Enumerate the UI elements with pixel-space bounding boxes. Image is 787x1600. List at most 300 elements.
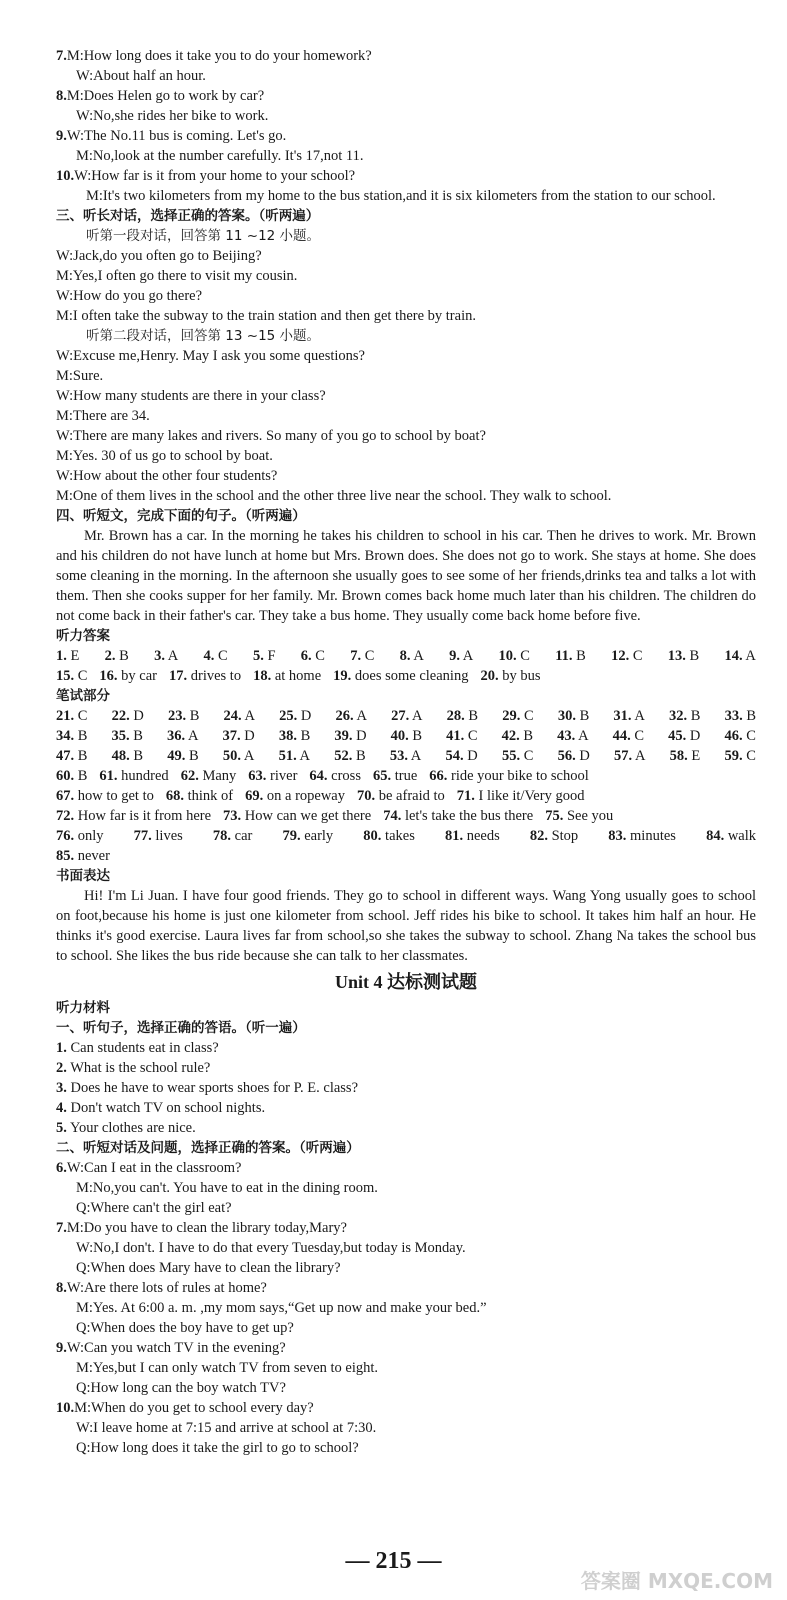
answer-value: lives — [151, 828, 183, 844]
answer-number: 75. — [545, 808, 564, 824]
answer-number: 39. — [334, 728, 353, 744]
answer-item — [169, 668, 241, 684]
answer-item — [373, 768, 417, 784]
answer-item — [724, 646, 755, 666]
answer-value: C — [516, 648, 530, 664]
answer-number: 70. — [357, 788, 376, 804]
item-number: 1. — [56, 1040, 67, 1056]
answer-value: A — [241, 708, 255, 724]
answer-row — [56, 766, 756, 786]
answer-number: 11. — [555, 648, 573, 664]
answer-number: 60. — [56, 768, 75, 784]
answer-value: D — [463, 748, 478, 764]
answer-row — [56, 786, 756, 806]
sentence-text: What is the school rule? — [66, 1060, 211, 1076]
answer-number: 67. — [56, 788, 75, 804]
answer-row — [56, 846, 756, 866]
answer-item — [105, 646, 129, 666]
line-text: M:No,you can't. You have to eat in the dining room. — [76, 1180, 378, 1196]
answer-value: A — [410, 648, 424, 664]
answer-value: by car — [117, 668, 157, 684]
section-heading-4: 四、听短文，完成下面的句子。（听两遍） — [56, 508, 306, 524]
dialogue-line — [56, 86, 756, 106]
answer-item — [706, 826, 756, 846]
dialogue-line — [56, 46, 756, 66]
line-text: W:No,I don't. I have to do that every Tuesday,but today is Monday. — [76, 1240, 466, 1256]
answer-value: C — [74, 668, 88, 684]
answer-value: A — [459, 648, 474, 664]
dialogue-line: W:There are many lakes and rivers. So many of you go to school by boat? — [56, 428, 486, 444]
answer-item — [350, 646, 374, 666]
answer-item — [357, 788, 445, 804]
answer-value: cross — [327, 768, 361, 784]
answer-item — [449, 646, 473, 666]
answer-number: 19. — [333, 668, 352, 684]
written-answers — [56, 706, 756, 866]
answer-item — [725, 706, 756, 726]
dialogue-line: M:There are 34. — [56, 408, 150, 424]
answer-item — [445, 746, 477, 766]
answer-number: 28. — [446, 708, 465, 724]
answer-number: 8. — [399, 648, 411, 664]
dialogue-line — [56, 1418, 756, 1438]
unit4-section-1-heading: 一、听句子，选择正确的答语。（听一遍） — [56, 1020, 306, 1036]
answer-value: C — [630, 728, 645, 744]
answer-item — [223, 746, 254, 766]
item-number: 9. — [56, 1340, 67, 1356]
answer-value: A — [407, 748, 422, 764]
answer-number: 41. — [446, 728, 465, 744]
answer-number: 58. — [669, 748, 688, 764]
answer-item — [502, 706, 533, 726]
answer-value: D — [240, 728, 255, 744]
answer-item — [457, 788, 585, 804]
subheading-dialogue-2: 听第二段对话，回答第 13 ~15 小题。 — [86, 328, 321, 344]
answer-item — [168, 706, 199, 726]
answer-number: 77. — [133, 828, 152, 844]
answer-item — [248, 768, 297, 784]
answer-number: 37. — [222, 728, 241, 744]
answer-row — [56, 826, 756, 846]
answer-number: 80. — [363, 828, 382, 844]
answer-number: 85. — [56, 848, 75, 864]
answer-value: A — [575, 728, 589, 744]
answer-value: car — [231, 828, 253, 844]
unit4-dialogues — [56, 1158, 756, 1458]
answer-number: 36. — [167, 728, 186, 744]
line-text: Q:How long can the boy watch TV? — [76, 1380, 286, 1396]
answer-value: B — [115, 648, 129, 664]
line-text: M:No,look at the number carefully. It's 17,not 11. — [76, 148, 364, 164]
answer-number: 25. — [279, 708, 298, 724]
answer-item — [167, 726, 198, 746]
line-text: W:No,she rides her bike to work. — [76, 108, 269, 124]
sentence-text: Can students eat in class? — [66, 1040, 219, 1056]
item-number: 2. — [56, 1060, 67, 1076]
answer-value: walk — [724, 828, 756, 844]
answer-value: B — [742, 708, 756, 724]
answer-item — [555, 646, 586, 666]
writing-sample: Hi! I'm Li Juan. I have four good friends. They go to school in different ways. Wang Yong usually goes to school on foot,because his home is just one kilometer from school. Jeff rides his bike to school. It takes him half an hour. He thinks it's good exercise. Laura lives far from school,so she takes the subway to school. Zhang Na takes the school bus to school. She likes the bus ride because she can talk to her classmates. — [56, 888, 756, 964]
answer-value: does some cleaning — [351, 668, 469, 684]
answer-item — [383, 808, 533, 824]
answer-item — [558, 706, 589, 726]
answer-value: think of — [184, 788, 234, 804]
answer-number: 30. — [557, 708, 576, 724]
line-text: W:How far is it from your home to your school? — [74, 168, 356, 184]
answer-value: See you — [563, 808, 614, 824]
dialogue-line — [56, 1318, 756, 1338]
answer-number: 53. — [389, 748, 408, 764]
answer-value: minutes — [626, 828, 676, 844]
line-text: Q:Where can't the girl eat? — [76, 1200, 232, 1216]
answer-number: 4. — [203, 648, 215, 664]
answer-item — [499, 646, 530, 666]
answer-item — [213, 826, 252, 846]
answer-item — [668, 726, 700, 746]
answer-number: 23. — [167, 708, 187, 724]
answer-number: 20. — [480, 668, 499, 684]
answer-number: 68. — [165, 788, 184, 804]
dialogue-line — [56, 1438, 756, 1458]
answer-item — [445, 826, 500, 846]
line-text: W:I leave home at 7:15 and arrive at school at 7:30. — [76, 1420, 377, 1436]
answer-item — [204, 646, 228, 666]
answer-item — [181, 768, 237, 784]
dialogue-line — [56, 1198, 756, 1218]
dialogue-line — [56, 1178, 756, 1198]
answer-value: B — [575, 708, 590, 724]
dialogue-line — [56, 1338, 756, 1358]
answer-value: B — [685, 648, 700, 664]
answer-number: 27. — [391, 708, 410, 724]
dialogue-block-a — [56, 46, 756, 186]
line-text: M:Do you have to clean the library today,Mary? — [66, 1220, 347, 1236]
answer-value: be afraid to — [375, 788, 445, 804]
answer-value: river — [266, 768, 298, 784]
answer-number: 6. — [300, 648, 312, 664]
answer-item — [613, 706, 644, 726]
answer-item — [56, 826, 104, 846]
answer-number: 46. — [724, 728, 743, 744]
answer-row — [56, 746, 756, 766]
item-number: 10. — [56, 168, 75, 184]
answer-number: 14. — [724, 648, 743, 664]
answer-value: A — [185, 728, 199, 744]
item-number: 7. — [56, 1220, 67, 1236]
answer-value: C — [520, 708, 534, 724]
answer-value: how to get to — [74, 788, 154, 804]
line-text: W:About half an hour. — [76, 68, 206, 84]
answer-value: B — [464, 708, 479, 724]
answer-number: 15. — [56, 668, 75, 684]
answer-item — [502, 746, 533, 766]
answer-number: 65. — [372, 768, 392, 784]
answer-number: 49. — [167, 748, 186, 764]
item-number: 7. — [56, 48, 67, 64]
answer-value: E — [687, 748, 701, 764]
answer-value: ride your bike to school — [447, 768, 589, 784]
answer-item — [154, 646, 178, 666]
answer-number: 9. — [449, 648, 460, 664]
answer-number: 84. — [706, 828, 725, 844]
sentence-item — [56, 1078, 756, 1098]
answer-value: drives to — [187, 668, 242, 684]
answer-item — [56, 848, 110, 864]
answer-number: 10. — [498, 648, 517, 664]
answer-number: 31. — [613, 708, 632, 724]
dialogue-1 — [56, 246, 756, 326]
answer-item — [279, 726, 310, 746]
line-text: M:How long does it take you to do your homework? — [66, 48, 372, 64]
answer-number: 13. — [667, 648, 686, 664]
answer-number: 74. — [383, 808, 402, 824]
answer-value: C — [361, 648, 375, 664]
answer-number: 81. — [444, 828, 464, 844]
answer-value: How can we get there — [241, 808, 372, 824]
answer-number: 64. — [309, 768, 328, 784]
answer-item — [390, 746, 421, 766]
answer-item — [112, 726, 143, 746]
answer-item — [301, 646, 325, 666]
dialogue-line — [56, 166, 756, 186]
line-text: M:When do you get to school every day? — [74, 1400, 314, 1416]
answer-value: early — [300, 828, 334, 844]
answer-value: A — [164, 648, 179, 664]
answer-item — [56, 808, 211, 824]
answer-value: D — [575, 748, 590, 764]
answer-item — [223, 726, 255, 746]
unit4-section-2-heading: 二、听短对话及问题，选择正确的答案。（听两遍） — [56, 1140, 360, 1156]
answer-item — [245, 788, 345, 804]
answer-value: B — [572, 648, 586, 664]
answer-number: 61. — [99, 768, 118, 784]
dialogue-line: W:How many students are there in your class? — [56, 388, 326, 404]
answer-number: 22. — [111, 708, 130, 724]
dialogue-line — [56, 1238, 756, 1258]
answer-value: on a ropeway — [263, 788, 345, 804]
answer-item — [56, 726, 87, 746]
answer-value: C — [74, 708, 88, 724]
answer-number: 42. — [501, 728, 520, 744]
listening-answers-title: 听力答案 — [56, 628, 110, 644]
answer-value: B — [74, 768, 88, 784]
answer-item — [99, 668, 157, 684]
dialogue-2 — [56, 346, 756, 506]
answer-item — [279, 746, 310, 766]
answer-item — [167, 746, 198, 766]
answer-value: How far is it from here — [74, 808, 212, 824]
answer-value: C — [520, 748, 534, 764]
listening-material-title: 听力材料 — [56, 1000, 110, 1016]
answer-number: 21. — [56, 708, 75, 724]
answer-value: B — [296, 728, 311, 744]
written-section-title: 笔试部分 — [56, 688, 110, 704]
answer-item — [56, 768, 87, 784]
answer-number: 72. — [56, 808, 75, 824]
page-number: — 215 — — [345, 1548, 442, 1574]
answer-item — [668, 646, 699, 666]
answer-item — [223, 808, 371, 824]
answer-value: B — [74, 748, 88, 764]
answer-number: 32. — [668, 708, 688, 724]
sentence-item — [56, 1098, 756, 1118]
answer-number: 55. — [501, 748, 521, 764]
line-text: W:The No.11 bus is coming. Let's go. — [66, 128, 287, 144]
answer-item — [447, 706, 478, 726]
answer-number: 29. — [502, 708, 521, 724]
answer-value: C — [214, 648, 228, 664]
answer-item — [614, 746, 645, 766]
answer-value: B — [74, 728, 88, 744]
watermark-logo: 答案圈 MXQE.COM — [580, 1569, 773, 1593]
line-text: Q:When does the boy have to get up? — [76, 1320, 294, 1336]
answer-value: takes — [381, 828, 415, 844]
answer-number: 83. — [608, 828, 627, 844]
answer-item — [670, 746, 701, 766]
dialogue-line — [56, 126, 756, 146]
answer-number: 24. — [223, 708, 242, 724]
answer-number: 26. — [335, 708, 354, 724]
answer-value: A — [409, 708, 423, 724]
answer-row — [56, 806, 756, 826]
answer-number: 54. — [445, 748, 464, 764]
answer-number: 45. — [668, 728, 687, 744]
answer-item — [530, 826, 578, 846]
answer-item — [502, 726, 533, 746]
line-text: M:Yes. At 6:00 a. m. ,my mom says,“Get up now and make your bed.” — [76, 1300, 487, 1316]
answer-value: D — [297, 708, 312, 724]
answer-item — [391, 726, 422, 746]
answer-value: B — [185, 748, 199, 764]
answer-number: 63. — [248, 768, 267, 784]
answer-number: 2. — [104, 648, 116, 664]
dialogue-line: M:One of them lives in the school and the other three live near the school. They walk to school. — [56, 488, 612, 504]
answer-value: A — [241, 748, 255, 764]
dialogue-line — [56, 1258, 756, 1278]
answer-item — [334, 726, 366, 746]
line-text: W:Are there lots of rules at home? — [66, 1280, 267, 1296]
answer-value: I like it/Very good — [474, 788, 585, 804]
answer-number: 48. — [111, 748, 130, 764]
answer-item — [336, 706, 367, 726]
answer-item — [56, 788, 154, 804]
page-content — [56, 46, 756, 1458]
line-text: Q:When does Mary have to clean the library? — [76, 1260, 341, 1276]
answer-value: C — [742, 748, 756, 764]
answer-value: C — [742, 728, 756, 744]
answer-row — [56, 646, 756, 666]
answer-row — [56, 666, 756, 686]
answer-item — [725, 746, 756, 766]
answer-number: 38. — [278, 728, 297, 744]
writing-title: 书面表达 — [56, 868, 110, 884]
answer-value: B — [687, 708, 701, 724]
answer-item — [253, 646, 276, 666]
dialogue-line: W:How about the other four students? — [56, 468, 278, 484]
answer-number: 66. — [429, 768, 448, 784]
answer-number: 73. — [223, 808, 242, 824]
answer-value: hundred — [117, 768, 169, 784]
answer-number: 79. — [282, 828, 301, 844]
answer-number: 34. — [56, 728, 75, 744]
answer-value: D — [129, 708, 144, 724]
answer-number: 51. — [278, 748, 297, 764]
answer-number: 18. — [253, 668, 272, 684]
answer-item — [545, 808, 613, 824]
answer-item — [363, 826, 415, 846]
item-number: 5. — [56, 1120, 67, 1136]
dialogue-line: M:Yes,I often go there to visit my cousin. — [56, 268, 298, 284]
answer-number: 43. — [557, 728, 576, 744]
dialogue-line — [56, 106, 756, 126]
answer-value: A — [632, 748, 646, 764]
answer-item — [558, 746, 590, 766]
dialogue-line — [56, 1218, 756, 1238]
answer-value: at home — [271, 668, 322, 684]
line-text: M:Yes,but I can only watch TV from seven to eight. — [76, 1360, 379, 1376]
answer-number: 5. — [252, 648, 264, 664]
sentence-item — [56, 1038, 756, 1058]
answer-item — [608, 826, 676, 846]
answer-item — [400, 646, 424, 666]
answer-item — [282, 826, 333, 846]
answer-item — [309, 768, 361, 784]
dialogue-line: W:How do you go there? — [56, 288, 203, 304]
sentence-text: Your clothes are nice. — [66, 1120, 196, 1136]
answer-number: 40. — [390, 728, 409, 744]
answer-value: C — [311, 648, 325, 664]
item-number: 9. — [56, 128, 67, 144]
line-text: M:Does Helen go to work by car? — [66, 88, 265, 104]
answer-item — [224, 706, 255, 726]
answer-number: 7. — [350, 648, 362, 664]
answer-item — [112, 746, 143, 766]
sentence-item — [56, 1118, 756, 1138]
answer-number: 35. — [111, 728, 130, 744]
answer-value: A — [631, 708, 645, 724]
dialogue-line: M:Sure. — [56, 368, 104, 384]
answer-number: 12. — [611, 648, 630, 664]
answer-item — [446, 726, 477, 746]
sentence-text: Don't watch TV on school nights. — [66, 1100, 266, 1116]
item-number: 8. — [56, 1280, 67, 1296]
answer-value: A — [296, 748, 310, 764]
answer-number: 3. — [154, 648, 165, 664]
item-number: 10. — [56, 1400, 75, 1416]
answer-number: 52. — [334, 748, 353, 764]
answer-item — [557, 726, 588, 746]
answer-value: C — [629, 648, 643, 664]
watermark — [581, 1565, 773, 1594]
passage: Mr. Brown has a car. In the morning he takes his children to school in his car. Then he drives to work. Mr. Brown and his children do not have lunch at home but Mrs. Brown does. She does not go to work. She stays at home. She does some cleaning in the morning. In the afternoon she usually goes to see some of her friends,drinks tea and talks a lot with them. Then she cooks supper for her family. Mr. Brown comes back home much later than his children. The children do not come back in their father's car. They take a bus home. They usually come back home before five. — [56, 528, 756, 624]
sentence-text: Does he have to wear sports shoes for P. E. class? — [66, 1080, 359, 1096]
answer-item — [429, 768, 588, 784]
answer-value: B — [186, 708, 200, 724]
answer-value: F — [263, 648, 276, 664]
item-number: 3. — [56, 1080, 67, 1096]
item-number: 6. — [56, 1160, 67, 1176]
answer-item — [56, 646, 79, 666]
item-number: 4. — [56, 1100, 67, 1116]
unit4-sentences — [56, 1038, 756, 1138]
answer-value: B — [408, 728, 423, 744]
dialogue-line — [56, 146, 756, 166]
answer-value: Many — [198, 768, 237, 784]
line-text: Q:How long does it take the girl to go to school? — [76, 1440, 359, 1456]
answer-value: Stop — [547, 828, 579, 844]
answer-number: 59. — [724, 748, 743, 764]
